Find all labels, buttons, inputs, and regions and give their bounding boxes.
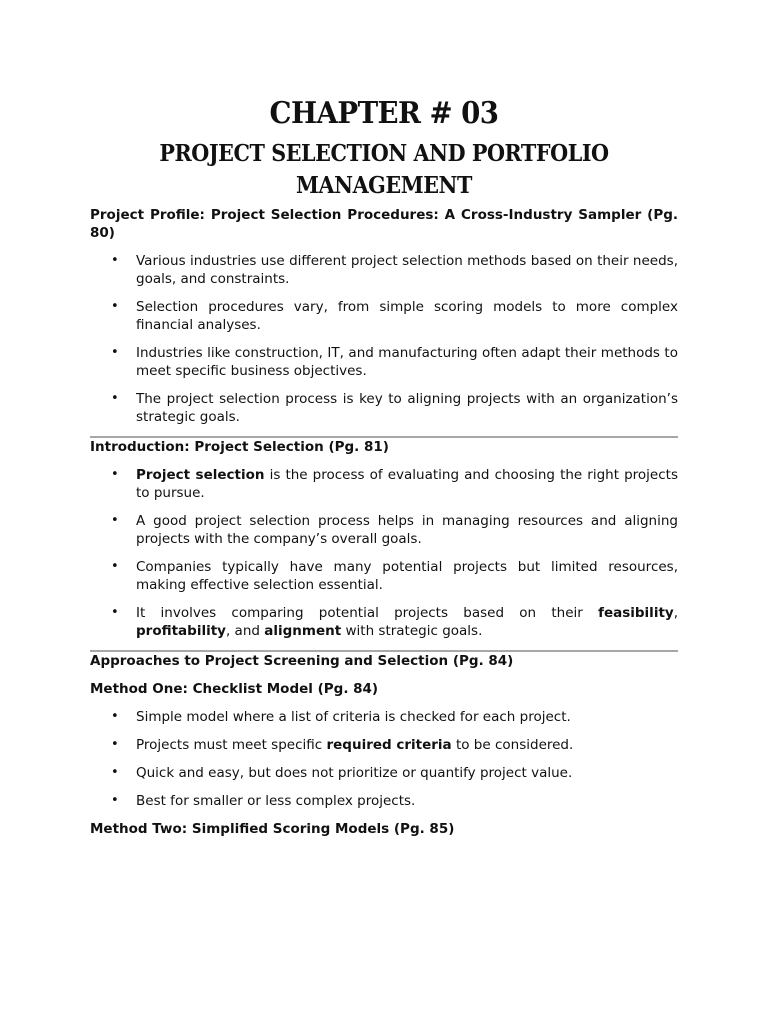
list-item-text: Simple model where a list of criteria is checked for each project. [136, 709, 571, 725]
bold-term: Project selection [136, 467, 265, 483]
list-item-text: The project selection process is key to aligning projects with an organization’s strategic goals. [136, 391, 678, 425]
section-heading-approaches: Approaches to Project Screening and Selection (Pg. 84) [90, 653, 514, 669]
bold-term: alignment [264, 623, 342, 639]
list-item-text: is the process of evaluating and choosing the right projects to pursue. [136, 467, 678, 501]
list-item-text: It involves comparing potential projects based on their [136, 605, 599, 621]
method-two-heading: Method Two: Simplified Scoring Models (Pg. 85) [90, 821, 455, 837]
bullet-list-introduction [90, 466, 678, 640]
bullet-list-checklist-model [90, 708, 678, 810]
list-item-text: Various industries use different project selection methods based on their needs, goals, and constraints. [136, 253, 678, 287]
list-item-text: Selection procedures vary, from simple scoring models to more complex financial analyses. [136, 299, 678, 333]
list-item-text: A good project selection process helps in managing resources and aligning projects with the company’s overall goals. [136, 513, 678, 547]
list-item [90, 708, 678, 726]
document-body [90, 206, 678, 838]
chapter-title: CHAPTER # 03 [269, 96, 499, 131]
list-item-text: with strategic goals. [341, 623, 483, 639]
bold-term: profitability [136, 623, 226, 639]
bullet-icon: • [111, 299, 119, 314]
list-item [90, 252, 678, 288]
list-item-text: Industries like construction, IT, and manufacturing often adapt their methods to meet specific business objectives. [136, 345, 678, 379]
list-item-text: Companies typically have many potential projects but limited resources, making effective selection essential. [136, 559, 678, 593]
bullet-icon: • [111, 765, 119, 780]
list-item [90, 512, 678, 548]
list-item-text: , [673, 605, 678, 621]
list-item-text: to be considered. [451, 737, 574, 753]
bullet-icon: • [111, 605, 119, 620]
bullet-icon: • [111, 737, 119, 752]
bold-term: required criteria [326, 737, 452, 753]
list-item [90, 764, 678, 782]
list-item-text: Projects must meet specific [136, 737, 327, 753]
method-one-heading: Method One: Checklist Model (Pg. 84) [90, 681, 379, 697]
list-item [90, 390, 678, 426]
list-item [90, 558, 678, 594]
bullet-icon: • [111, 793, 119, 808]
section-heading-project-profile: Project Profile: Project Selection Procedures: A Cross-Industry Sampler (Pg. 80) [90, 207, 678, 241]
list-item [90, 792, 678, 810]
list-item [90, 298, 678, 334]
bullet-icon: • [111, 253, 119, 268]
bullet-icon: • [111, 391, 119, 406]
list-item [90, 604, 678, 640]
bullet-icon: • [111, 513, 119, 528]
list-item-text: Best for smaller or less complex projects. [136, 793, 416, 809]
chapter-subtitle: PROJECT SELECTION AND PORTFOLIO MANAGEMENT [159, 140, 609, 199]
bold-term: feasibility [598, 605, 674, 621]
list-item [90, 344, 678, 380]
bullet-icon: • [111, 467, 119, 482]
list-item-text: , and [225, 623, 265, 639]
section-heading-introduction: Introduction: Project Selection (Pg. 81) [90, 439, 389, 455]
list-item-text: Quick and easy, but does not prioritize or quantify project value. [136, 765, 573, 781]
list-item [90, 466, 678, 502]
bullet-icon: • [111, 709, 119, 724]
bullet-icon: • [111, 559, 119, 574]
list-item [90, 736, 678, 754]
bullet-list-project-profile [90, 252, 678, 426]
bullet-icon: • [111, 345, 119, 360]
